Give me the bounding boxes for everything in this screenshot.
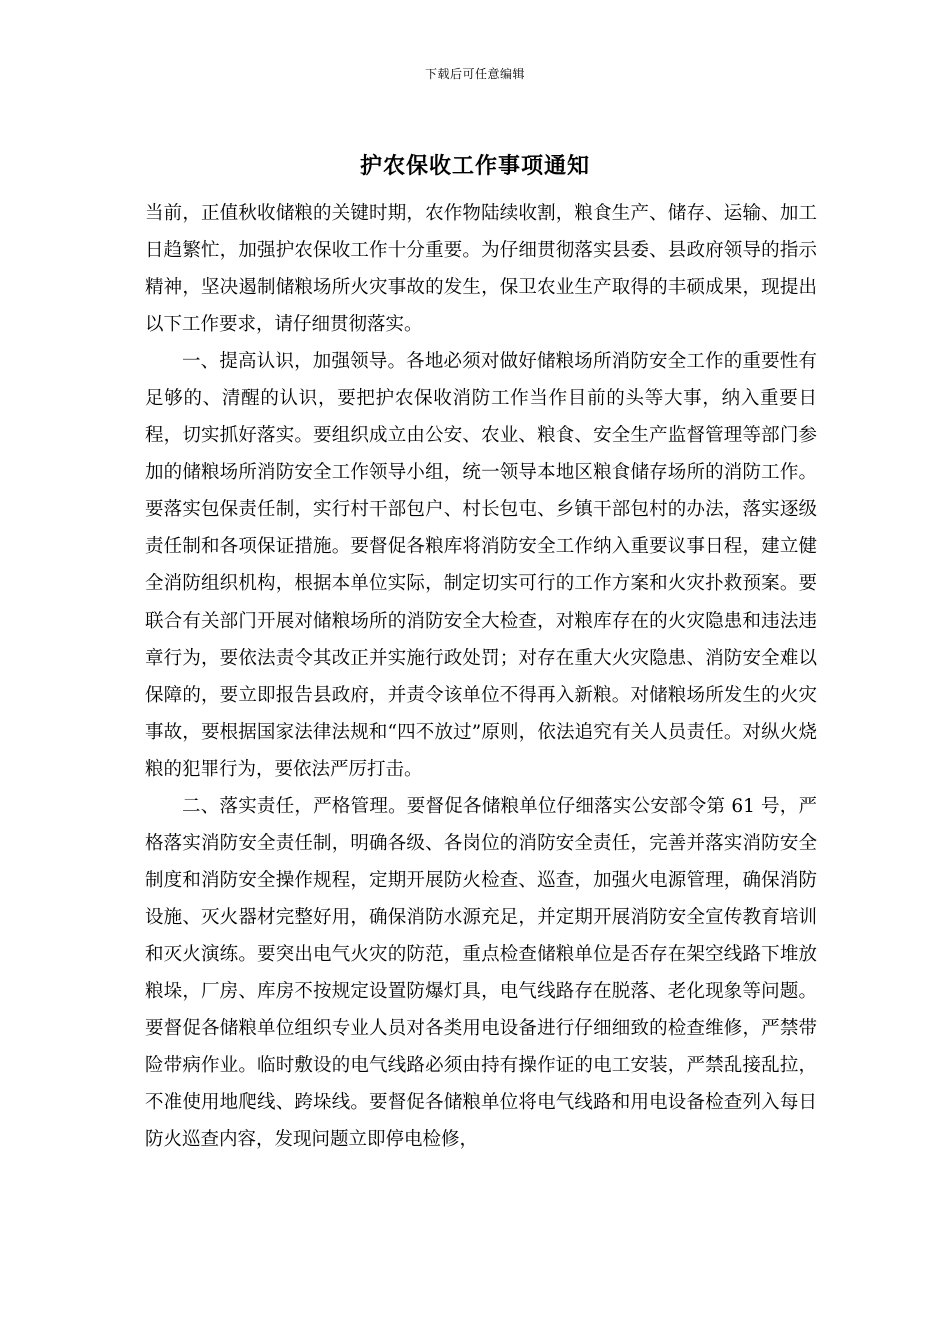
document-body [145,195,817,1158]
section-one-paragraph: 一、提高认识，加强领导。各地必须对做好储粮场所消防安全工作的重要性有足够的、清醒的认识，要把护农保收消防工作当作目前的头等大事，纳入重要日程，切实抓好落实。要组织成立由公安、农业、粮食、安全生产监督管理等部门参加的储粮场所消防安全工作领导小组，统一领导本地区粮食储存场所的消防工作。要落实包保责任制，实行村干部包户、村长包屯、乡镇干部包村的办法，落实逐级责任制和各项保证措施。要督促各粮库将消防安全工作纳入重要议事日程，建立健全消防组织机构，根据本单位实际，制定切实可行的工作方案和火灾扑救预案。要联合有关部门开展对储粮场所的消防安全大检查，对粮库存在的火灾隐患和违法违章行为，要依法责令其改正并实施行政处罚；对存在重大火灾隐患、消防安全难以保障的，要立即报告县政府，并责令该单位不得再入新粮。对储粮场所发生的火灾事故，要根据国家法律法规和“四不放过”原则，依法追究有关人员责任。对纵火烧粮的犯罪行为，要依法严厉打击。 [145,351,817,780]
document-title: 护农保收工作事项通知 [359,154,590,179]
intro-paragraph: 当前，正值秋收储粮的关键时期，农作物陆续收割，粮食生产、储存、运输、加工日趋繁忙，加强护农保收工作十分重要。为仔细贯彻落实县委、县政府领导的指示精神，坚决遏制储粮场所火灾事故的发生，保卫农业生产取得的丰硕成果，现提出以下工作要求，请仔细贯彻落实。 [145,203,817,336]
section-two-paragraph: 二、落实责任，严格管理。要督促各储粮单位仔细落实公安部令第 61 号，严格落实消防安全责任制，明确各级、各岗位的消防安全责任，完善并落实消防安全制度和消防安全操作规程，定期开展防火检查、巡查，加强火电源管理，确保消防设施、灭火器材完整好用，确保消防水源充足，并定期开展消防安全宣传教育培训和灭火演练。要突出电气火灾的防范，重点检查储粮单位是否存在架空线路下堆放粮垛，厂房、库房不按规定设置防爆灯具，电气线路存在脱落、老化现象等问题。要督促各储粮单位组织专业人员对各类用电设备进行仔细细致的检查维修，严禁带险带病作业。临时敷设的电气线路必须由持有操作证的电工安装，严禁乱接乱拉，不准使用地爬线、跨垛线。要督促各储粮单位将电气线路和用电设备检查列入每日防火巡查内容，发现问题立即停电检修， [145,795,817,1151]
header-note: 下载后可任意编辑 [424,67,525,81]
